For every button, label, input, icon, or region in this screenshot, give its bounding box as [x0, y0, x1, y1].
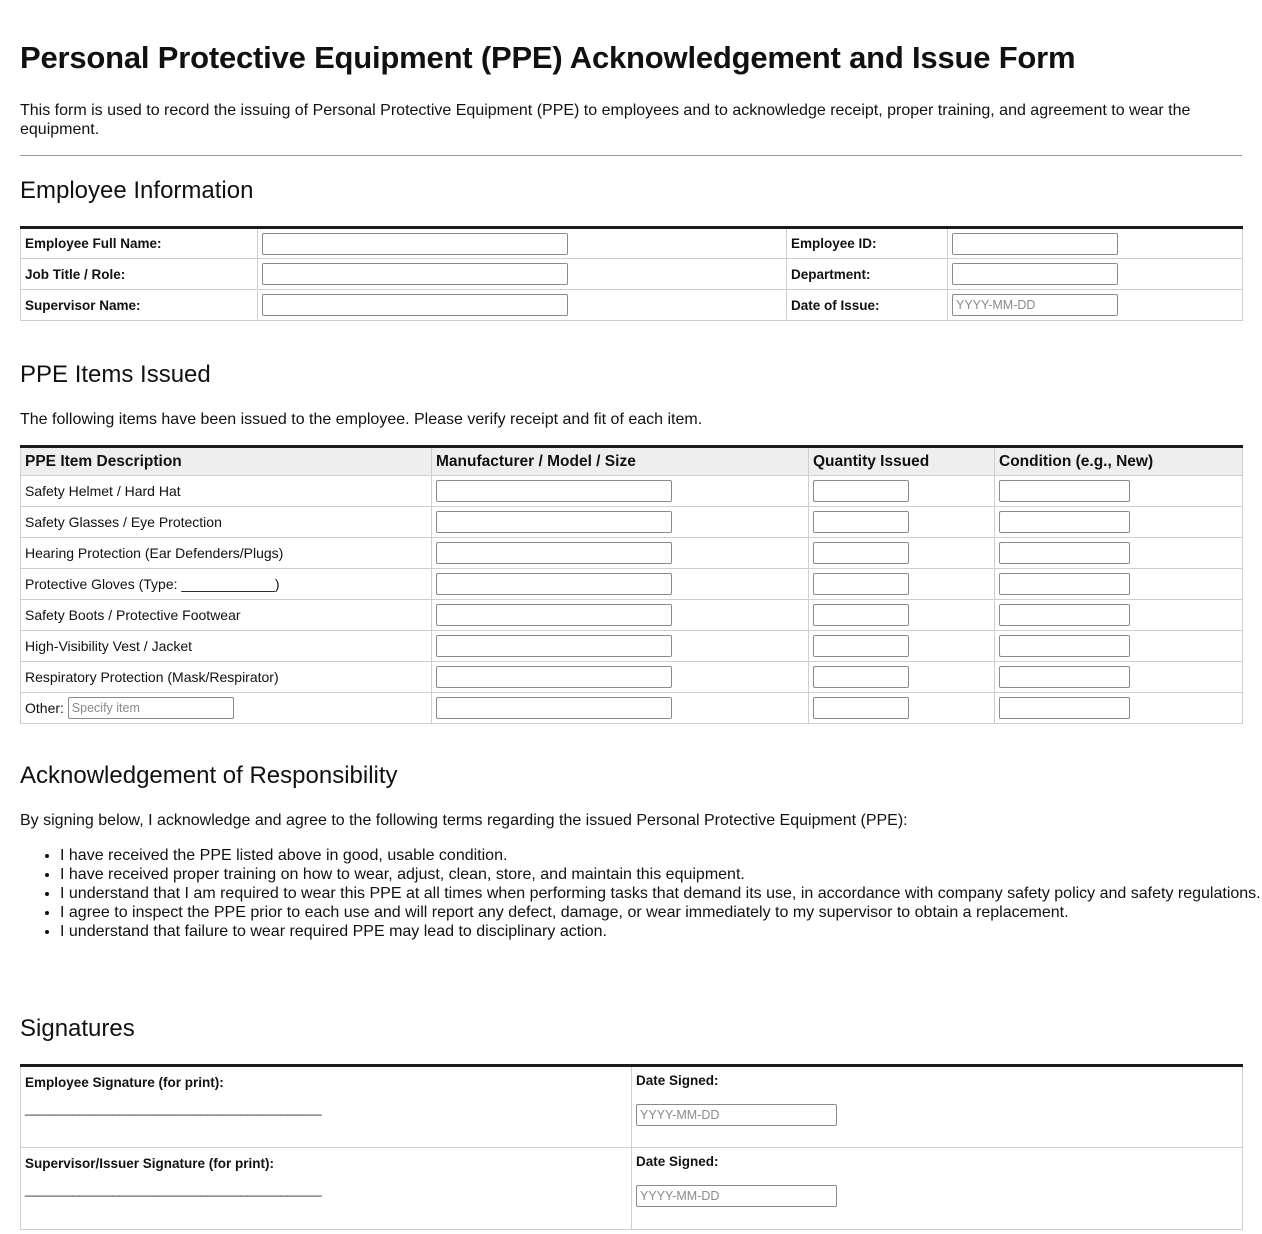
- condition-input[interactable]: [999, 480, 1130, 502]
- col-header-quantity: Quantity Issued: [809, 447, 995, 476]
- employee-info-heading: Employee Information: [20, 177, 254, 204]
- manufacturer-input[interactable]: [436, 697, 672, 719]
- supervisor-signature-label: Supervisor/Issuer Signature (for print):: [25, 1156, 275, 1171]
- supervisor-name-label: Supervisor Name:: [21, 290, 258, 321]
- table-row: [21, 538, 1243, 569]
- manufacturer-input[interactable]: [436, 635, 672, 657]
- table-row: [21, 662, 1243, 693]
- employee-signature-label: Employee Signature (for print):: [25, 1075, 224, 1090]
- department-input[interactable]: [952, 263, 1118, 285]
- manufacturer-input[interactable]: [436, 542, 672, 564]
- quantity-input[interactable]: [813, 666, 909, 688]
- item-description: Protective Gloves (Type: ____________): [21, 569, 432, 600]
- date-of-issue-input[interactable]: [952, 294, 1118, 316]
- manufacturer-input[interactable]: [436, 604, 672, 626]
- full-name-label: Employee Full Name:: [21, 228, 258, 259]
- ppe-items-table: [20, 445, 1243, 724]
- item-description: Safety Helmet / Hard Hat: [21, 476, 432, 507]
- employee-signature-cell: [21, 1066, 632, 1148]
- quantity-input[interactable]: [813, 604, 909, 626]
- job-title-input[interactable]: [262, 263, 568, 285]
- manufacturer-input[interactable]: [436, 480, 672, 502]
- quantity-input[interactable]: [813, 542, 909, 564]
- employee-info-table: [20, 226, 1243, 321]
- employee-date-signed-input[interactable]: [636, 1104, 837, 1126]
- condition-input[interactable]: [999, 542, 1130, 564]
- employee-signature-line[interactable]: ____________________________________________: [25, 1101, 322, 1116]
- table-row: [21, 476, 1243, 507]
- manufacturer-input[interactable]: [436, 666, 672, 688]
- employee-id-input[interactable]: [952, 233, 1118, 255]
- condition-input[interactable]: [999, 511, 1130, 533]
- list-item: • I understand that failure to wear required PPE may lead to disciplinary action.: [60, 922, 1262, 941]
- item-description: Safety Boots / Protective Footwear: [21, 600, 432, 631]
- ppe-items-intro: The following items have been issued to the employee. Please verify receipt and fit of each item.: [20, 411, 703, 428]
- employee-date-signed-label: Date Signed:: [636, 1073, 719, 1088]
- manufacturer-input[interactable]: [436, 511, 672, 533]
- job-title-label: Job Title / Role:: [21, 259, 258, 290]
- table-row: [21, 693, 1243, 724]
- quantity-input[interactable]: [813, 697, 909, 719]
- date-of-issue-label: Date of Issue:: [787, 290, 948, 321]
- employee-id-label: Employee ID:: [787, 228, 948, 259]
- quantity-input[interactable]: [813, 480, 909, 502]
- condition-input[interactable]: [999, 604, 1130, 626]
- other-item-label: Other:: [25, 700, 64, 716]
- supervisor-signature-line[interactable]: ____________________________________________: [25, 1182, 322, 1197]
- supervisor-date-signed-label: Date Signed:: [636, 1154, 719, 1169]
- condition-input[interactable]: [999, 573, 1130, 595]
- item-description: Respiratory Protection (Mask/Respirator): [21, 662, 432, 693]
- table-row: [21, 569, 1243, 600]
- supervisor-date-cell: [632, 1148, 1243, 1230]
- signatures-table: [20, 1064, 1243, 1230]
- ppe-items-heading: PPE Items Issued: [20, 361, 211, 388]
- table-row: [21, 507, 1243, 538]
- page-title: Personal Protective Equipment (PPE) Acknowledgement and Issue Form: [20, 40, 1076, 75]
- list-item: • I understand that I am required to wear this PPE at all times when performing tasks that demand its use, in accordance with company safety policy and safety regulations.: [60, 884, 1262, 903]
- acknowledgement-terms: [20, 846, 1262, 941]
- condition-input[interactable]: [999, 697, 1130, 719]
- list-item: • I agree to inspect the PPE prior to each use and will report any defect, damage, or wear immediately to my supervisor to obtain a replacement.: [60, 903, 1262, 922]
- item-description: Safety Glasses / Eye Protection: [21, 507, 432, 538]
- title-divider: [20, 155, 1242, 156]
- condition-input[interactable]: [999, 666, 1130, 688]
- form-intro: This form is used to record the issuing of Personal Protective Equipment (PPE) to employees and to acknowledge receipt, proper training, and agreement to wear the equipment.: [20, 102, 1191, 138]
- item-description: Hearing Protection (Ear Defenders/Plugs): [21, 538, 432, 569]
- other-item-cell: [21, 693, 432, 724]
- acknowledgement-intro: By signing below, I acknowledge and agree to the following terms regarding the issued Personal Protective Equipment (PPE):: [20, 812, 908, 829]
- department-label: Department:: [787, 259, 948, 290]
- supervisor-name-input[interactable]: [262, 294, 568, 316]
- condition-input[interactable]: [999, 635, 1130, 657]
- item-description: High-Visibility Vest / Jacket: [21, 631, 432, 662]
- other-item-input[interactable]: [68, 697, 234, 719]
- list-item: • I have received proper training on how to wear, adjust, clean, store, and maintain this equipment.: [60, 865, 1262, 884]
- col-header-description: PPE Item Description: [21, 447, 432, 476]
- supervisor-date-signed-input[interactable]: [636, 1185, 837, 1207]
- col-header-condition: Condition (e.g., New): [995, 447, 1243, 476]
- supervisor-signature-cell: [21, 1148, 632, 1230]
- list-item: • I have received the PPE listed above in good, usable condition.: [60, 846, 1262, 865]
- signatures-heading: Signatures: [20, 1015, 135, 1042]
- table-row: [21, 600, 1243, 631]
- quantity-input[interactable]: [813, 511, 909, 533]
- manufacturer-input[interactable]: [436, 573, 672, 595]
- quantity-input[interactable]: [813, 573, 909, 595]
- table-row: [21, 631, 1243, 662]
- quantity-input[interactable]: [813, 635, 909, 657]
- acknowledgement-heading: Acknowledgement of Responsibility: [20, 762, 398, 789]
- employee-date-cell: [632, 1066, 1243, 1148]
- full-name-input[interactable]: [262, 233, 568, 255]
- col-header-manufacturer: Manufacturer / Model / Size: [432, 447, 809, 476]
